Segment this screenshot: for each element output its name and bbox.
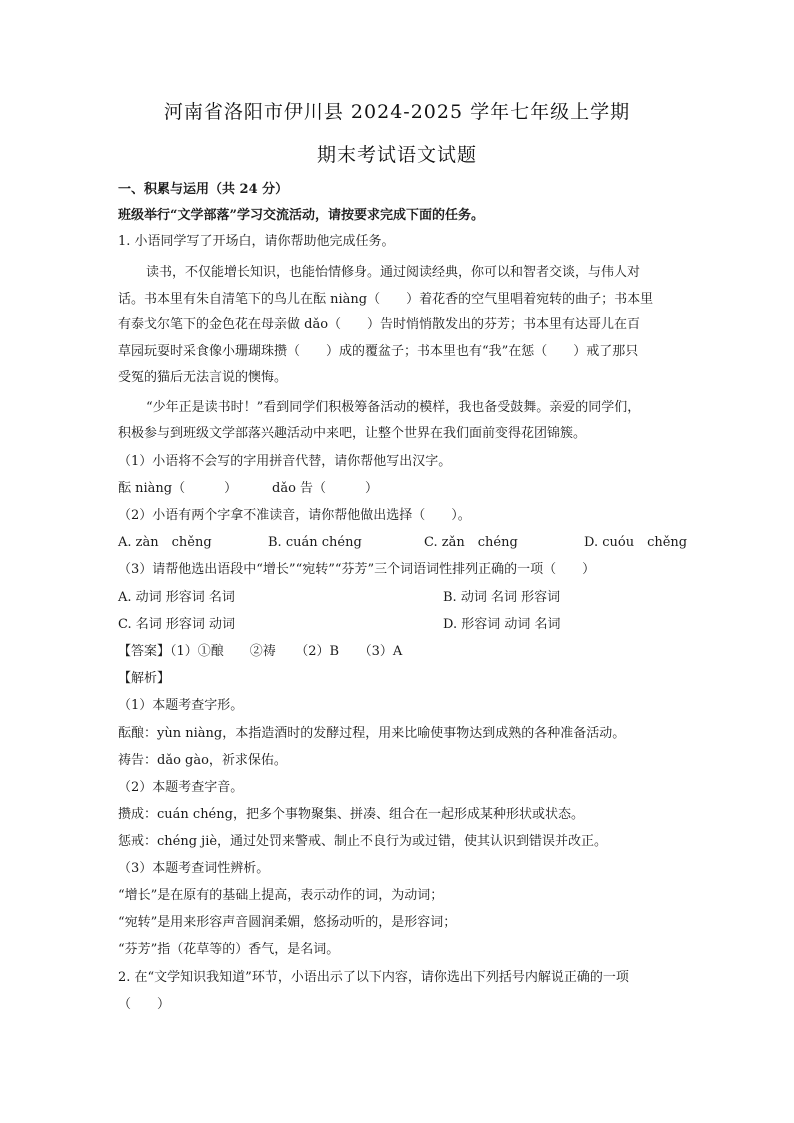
passage-line: 积极参与到班级文学部落兴趣活动中来吧，让整个世界在我们面前变得花团锦簇。 [118,426,587,441]
analysis-line: “宛转”是用来形容声音圆润柔媚，悠扬动听的，是形容词； [118,915,457,930]
question-2: 2. 在“文学知识我知道”环节，小语出示了以下内容，请你选出下列括号内解说正确的一项 [118,970,629,985]
analysis-part-3: （3）本题考查词性辨析。 [118,861,270,876]
analysis-line: 酝酿：yùn niàng，本指造酒时的发酵过程，用来比喻使事物达到成熟的各种准备活动。 [118,726,626,741]
analysis-heading: 【解析】 [118,671,171,686]
analysis-part-1: （1）本题考查字形。 [118,698,244,713]
sub-question-3: （3）请帮他选出语段中“增长”“宛转”“芬芳”三个词语词性排列正确的一项（ ） [118,562,596,577]
sub3-option-d: D. 形容词 动词 名词 [443,617,561,632]
sub-question-2: （2）小语有两个字拿不准读音，请你帮他做出选择（ ）。 [118,508,471,523]
sub1-blank-a: 酝 niàng（ ） [118,481,238,496]
answer-line: 【答案】（1）①酿 ②祷 （2）B （3）A [118,644,403,659]
sub3-option-b: B. 动词 名词 形容词 [443,590,561,605]
question-1: 1. 小语同学写了开场白，请你帮助他完成任务。 [118,234,395,249]
analysis-line: “增长”是在原有的基础上提高，表示动作的词，为动词； [118,888,444,903]
sub2-option-b: B. cuán chéng [268,535,362,550]
analysis-line: 祷告：dǎo gào，祈求保佑。 [118,753,287,768]
passage-line: 有泰戈尔笔下的金色花在母亲做 dǎo（ ）告时悄悄散发出的芬芳；书本里有达哥儿在百 [118,317,641,332]
doc-title-line2: 期末考试语文试题 [316,144,477,166]
sub2-option-d: D. cuóu chěng [584,535,688,550]
question-2-blank: （ ） [118,997,171,1012]
analysis-line: “芬芳”指（花草等的）香气，是名词。 [118,942,340,957]
passage-line: 读书，不仅能增长知识，也能怡情修身。通过阅读经典，你可以和智者交谈，与伟人对 [146,265,641,280]
sub3-option-c: C. 名词 形容词 动词 [118,617,236,632]
passage-line: “少年正是读书时！”看到同学们积极筹备活动的模样，我也备受鼓舞。亲爱的同学们， [146,400,641,415]
sub3-option-a: A. 动词 形容词 名词 [118,590,235,605]
sub2-option-c: C. zǎn chéng [424,535,518,550]
sub1-blank-b: dǎo 告（ ） [272,481,379,496]
section-heading: 一、积累与运用（共 24 分） [118,182,289,197]
analysis-line: 惩戒：chéng jiè，通过处罚来警戒、制止不良行为或过错，使其认识到错误并改正。 [118,834,608,849]
doc-title-line1: 河南省洛阳市伊川县 2024-2025 学年七年级上学期 [163,101,631,123]
passage-line: 草园玩耍时采食像小珊瑚珠攒（ ）成的覆盆子；书本里也有“我”在惩（ ）戒了那只 [118,344,639,359]
analysis-line: 攒成：cuán chéng，把多个事物聚集、拼凑、组合在一起形成某种形状或状态。 [118,807,584,822]
passage-line: 受冤的猫后无法言说的懊悔。 [118,370,288,385]
sub-question-1: （1）小语将不会写的字用拼音代替，请你帮他写出汉字。 [118,454,452,469]
sub2-option-a: A. zàn chěng [118,535,212,550]
activity-intro: 班级举行“文学部落”学习交流活动，请按要求完成下面的任务。 [118,208,484,223]
passage-line: 话。书本里有朱自清笔下的鸟儿在酝 niàng（ ）着花香的空气里唱着宛转的曲子；书本里 [118,292,654,307]
analysis-part-2: （2）本题考查字音。 [118,780,244,795]
